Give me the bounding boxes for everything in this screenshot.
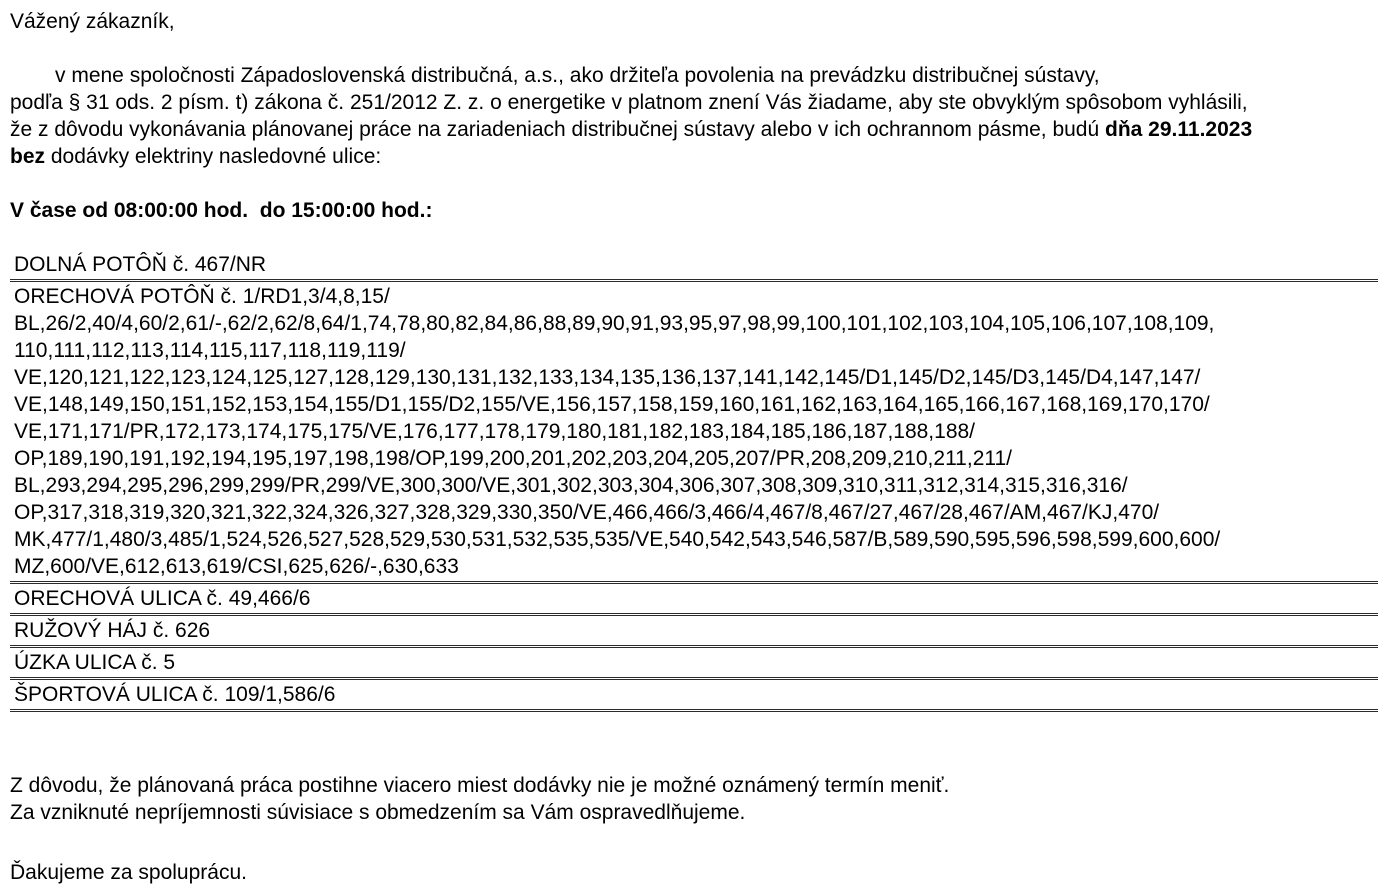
street-line: RUŽOVÝ HÁJ č. 626 <box>14 619 211 642</box>
street-row-orechova-poton <box>10 282 1378 584</box>
time-heading: V čase od 08:00:00 hod. do 15:00:00 hod.: <box>10 199 433 222</box>
street-line: DOLNÁ POTÔŇ č. 467/NR <box>14 253 267 276</box>
closing-line-2: Za vzniknuté nepríjemnosti súvisiace s obmedzením sa Vám ospravedlňujeme. <box>10 801 746 824</box>
street-row-uzka-ulica <box>10 648 1378 680</box>
street-row-ruzovy-haj <box>10 616 1378 648</box>
street-line: VE,120,121,122,123,124,125,127,128,129,130,131,132,133,134,135,136,137,141,142,145/D1,145/D2,145/D3,145/D4,147,147/ <box>14 366 1201 389</box>
intro-line-4 <box>10 143 1378 170</box>
street-row-orechova-ulica <box>10 584 1378 616</box>
intro-line-2: podľa § 31 ods. 2 písm. t) zákona č. 251/2012 Z. z. o energetike v platnom znení Vás žiadame, aby ste obvyklým spôsobom vyhlásili, <box>10 91 1248 114</box>
intro-line-3-text: že z dôvodu vykonávania plánovanej práce na zariadeniach distribučnej sústavy alebo v ich ochrannom pásme, budú <box>10 118 1106 141</box>
street-line: OP,317,318,319,320,321,322,324,326,327,328,329,330,350/VE,466,466/3,466/4,467/8,467/27,467/28,467/AM,467/KJ,470/ <box>14 501 1160 524</box>
intro-line-4-bold: bez <box>10 145 46 168</box>
street-line: ÚZKA ULICA č. 5 <box>14 651 176 674</box>
street-line: 110,111,112,113,114,115,117,118,119,119/ <box>14 339 406 362</box>
street-line: VE,148,149,150,151,152,153,154,155/D1,155/D2,155/VE,156,157,158,159,160,161,162,163,164,165,166,167,168,169,170,170/ <box>14 393 1210 416</box>
intro-line-1: v mene spoločnosti Západoslovenská distribučná, a.s., ako držiteľa povolenia na prevádzku distribučnej sústavy, <box>55 64 1100 87</box>
street-line: BL,293,294,295,296,299,299/PR,299/VE,300,300/VE,301,302,303,304,306,307,308,309,310,311,312,314,315,316,316/ <box>14 474 1128 497</box>
street-line: VE,171,171/PR,172,173,174,175,175/VE,176,177,178,179,180,181,182,183,184,185,186,187,188,188/ <box>14 420 976 443</box>
street-line: MK,477/1,480/3,485/1,524,526,527,528,529,530,531,532,535,535/VE,540,542,543,546,587/B,589,590,595,596,598,599,600,600/ <box>14 528 1221 551</box>
street-line: ORECHOVÁ POTÔŇ č. 1/RD1,3/4,8,15/ <box>14 285 390 308</box>
street-line: ORECHOVÁ ULICA č. 49,466/6 <box>14 587 311 610</box>
street-line: OP,189,190,191,192,194,195,197,198,198/OP,199,200,201,202,203,204,205,207/PR,208,209,210,211,211/ <box>14 447 1013 470</box>
intro-paragraph <box>10 62 1378 170</box>
street-row-sportova-ulica <box>10 680 1378 712</box>
thanks-line: Ďakujeme za spoluprácu. <box>10 861 247 884</box>
closing-line-1: Z dôvodu, že plánovaná práca postihne viacero miest dodávky nie je možné oznámený termín meniť. <box>10 774 950 797</box>
street-row-dolna-poton <box>10 250 1378 282</box>
intro-line-3 <box>10 116 1378 143</box>
intro-line-4-text: dodávky elektriny nasledovné ulice: <box>45 145 382 168</box>
street-line: ŠPORTOVÁ ULICA č. 109/1,586/6 <box>14 683 336 706</box>
closing-paragraph <box>10 772 1378 826</box>
streets-table <box>10 250 1378 712</box>
street-line: MZ,600/VE,612,613,619/CSI,625,626/-,630,633 <box>14 555 459 578</box>
outage-date: dňa 29.11.2023 <box>1105 118 1253 141</box>
salutation: Vážený zákazník, <box>10 10 175 33</box>
street-line: BL,26/2,40/4,60/2,61/-,62/2,62/8,64/1,74,78,80,82,84,86,88,89,90,91,93,95,97,98,99,100,101,102,103,104,105,106,107,108,109, <box>14 312 1215 335</box>
